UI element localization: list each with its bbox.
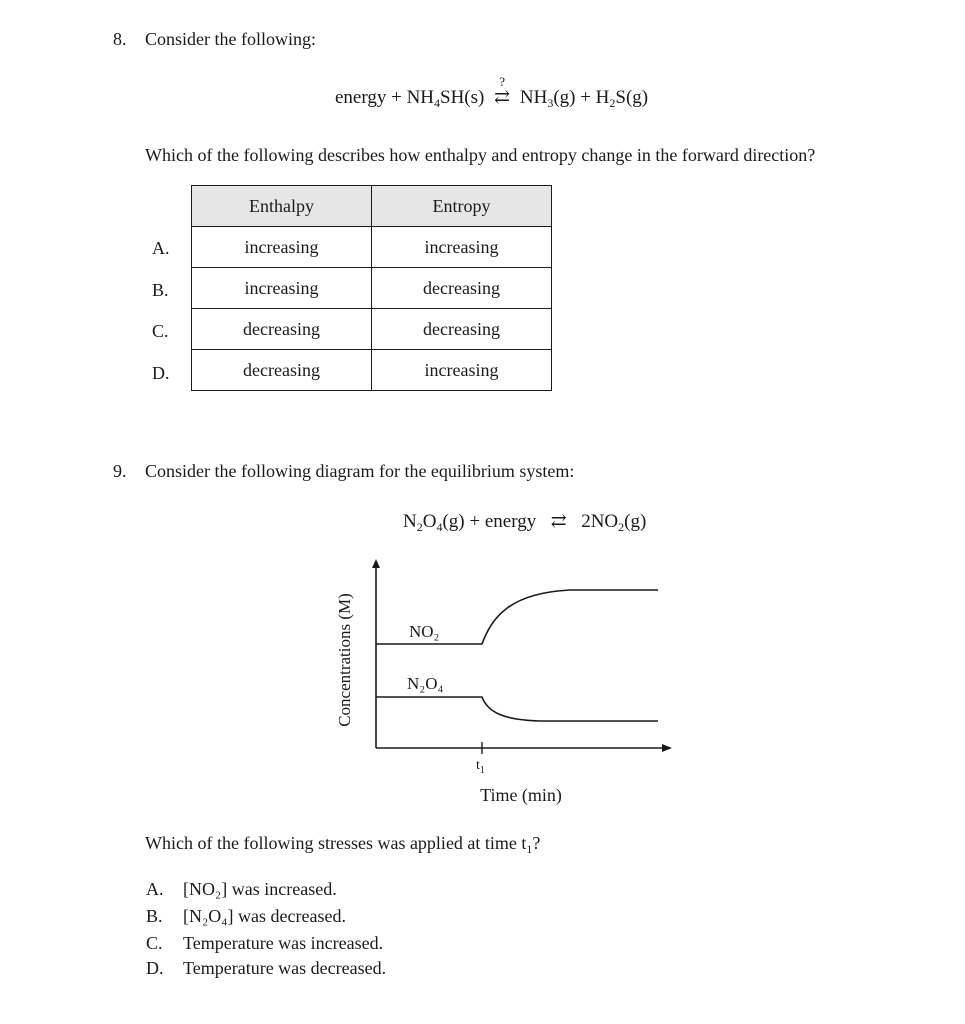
option-text-d[interactable]: Temperature was decreased. [183, 958, 387, 978]
question-9-question: Which of the following stresses was applied at time $t_1$? [145, 833, 541, 856]
t1-tick-label: $t_1$ [476, 758, 485, 776]
cell-entropy: increasing [372, 227, 552, 268]
question-8-number: 8. [113, 29, 127, 49]
cell-enthalpy: increasing [192, 227, 372, 268]
table-header-row [192, 186, 552, 227]
row-label-c[interactable]: C. [152, 321, 169, 341]
header-entropy: Entropy [372, 186, 552, 227]
option-text-a[interactable]: [NO₂] was increased. [183, 879, 337, 899]
cell-enthalpy: decreasing [192, 350, 372, 391]
n2o4-curve-label: N₂O₄ [407, 674, 444, 693]
row-label-b[interactable]: B. [152, 280, 169, 300]
row-label-a[interactable]: A. [152, 238, 170, 258]
header-enthalpy: Enthalpy [192, 186, 372, 227]
concentration-time-graph [320, 555, 690, 815]
cell-enthalpy: decreasing [192, 309, 372, 350]
option-text-c[interactable]: Temperature was increased. [183, 933, 384, 953]
table-row[interactable] [192, 350, 552, 391]
q9-reaction-equation: $N_2O_4(g)$ + energy ⇄ $2NO_2(g)$ [403, 511, 647, 534]
question-8-prompt: Consider the following: [145, 29, 316, 49]
no2-curve-label: NO₂ [409, 622, 440, 641]
equilibrium-arrow-icon: ⇄ [550, 511, 567, 532]
y-axis-arrow-icon [372, 559, 380, 568]
table-row[interactable] [192, 309, 552, 350]
row-label-d[interactable]: D. [152, 363, 170, 383]
n2o4-curve [376, 697, 658, 721]
cell-entropy: decreasing [372, 268, 552, 309]
y-axis-label: Concentrations (M) [335, 593, 354, 727]
q8-reaction-equation: energy + $NH_4SH(s)$ ? ⇄ $NH_3(g) + H_2S(g)$ [335, 74, 649, 110]
table-row[interactable] [192, 227, 552, 268]
question-9-prompt: Consider the following diagram for the equilibrium system: [145, 461, 575, 481]
x-axis-arrow-icon [662, 744, 672, 752]
option-label-c[interactable]: C. [146, 933, 163, 953]
cell-enthalpy: increasing [192, 268, 372, 309]
question-8-question: Which of the following describes how enthalpy and entropy change in the forward direction? [145, 145, 816, 165]
equilibrium-arrow-icon: ? ⇄ [494, 74, 511, 108]
question-9-number: 9. [113, 461, 127, 481]
option-text-b[interactable]: [N₂O₄] was decreased. [183, 906, 346, 926]
option-label-b[interactable]: B. [146, 906, 163, 926]
option-label-a[interactable]: A. [146, 879, 164, 899]
q8-answer-table [191, 185, 552, 391]
option-label-d[interactable]: D. [146, 958, 164, 978]
table-row[interactable] [192, 268, 552, 309]
cell-entropy: decreasing [372, 309, 552, 350]
x-axis-label: Time (min) [480, 785, 562, 805]
cell-entropy: increasing [372, 350, 552, 391]
